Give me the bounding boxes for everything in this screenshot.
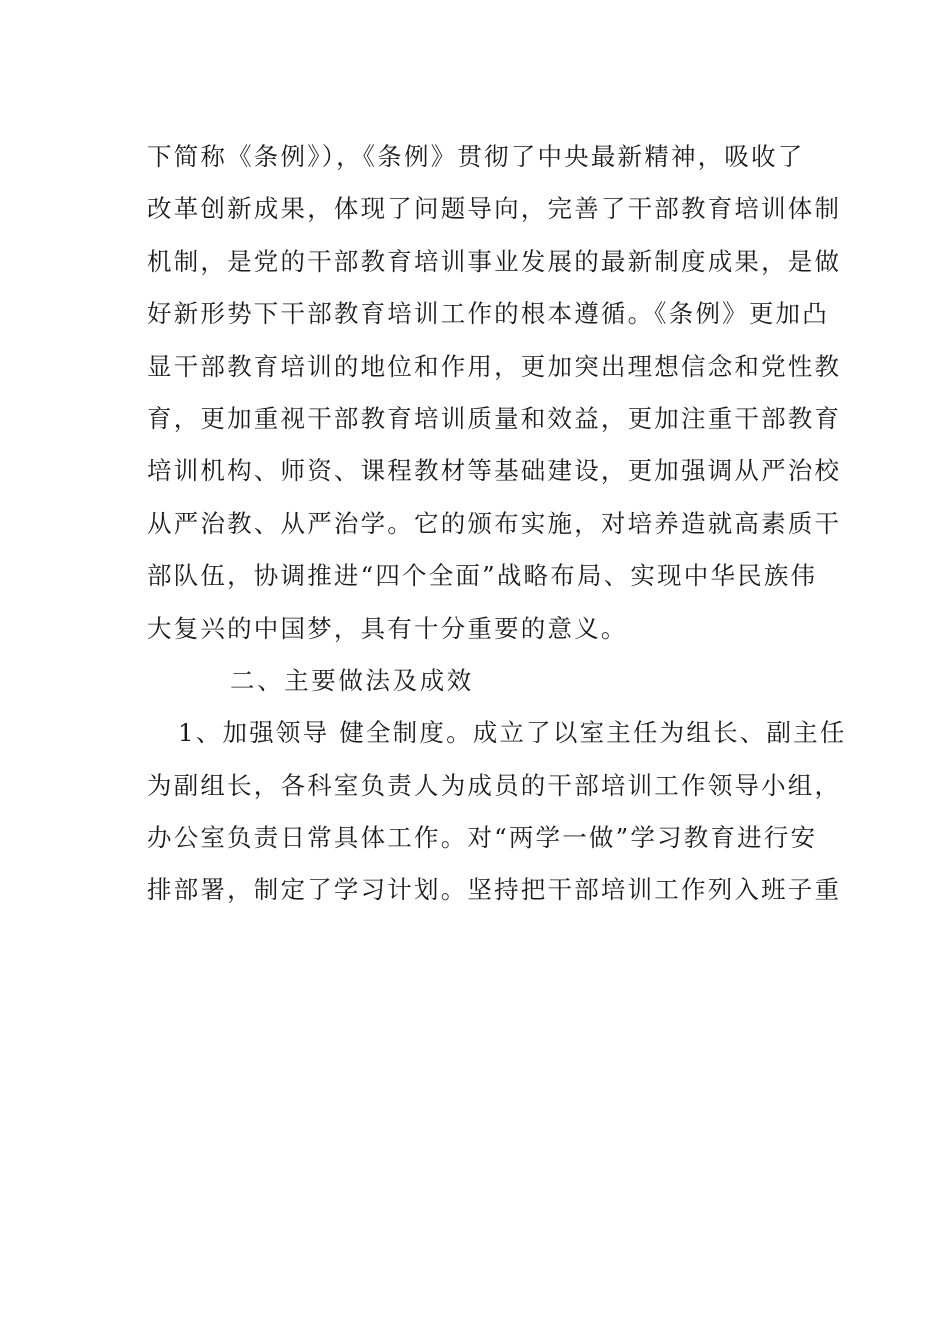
paragraph-line: 大复兴的中国梦，具有十分重要的意义。 <box>147 613 628 643</box>
paragraph-line: 显干部教育培训的地位和作用，更加突出理想信念和党性教 <box>147 351 842 381</box>
paragraph-line: 排部署，制定了学习计划。坚持把干部培训工作列入班子重 <box>147 875 842 905</box>
paragraph-line: 部队伍，协调推进“四个全面”战略布局、实现中华民族伟 <box>147 561 818 591</box>
paragraph-line: 改革创新成果，体现了问题导向，完善了干部教育培训体制 <box>147 194 842 224</box>
paragraph-line: 机制，是党的干部教育培训事业发展的最新制度成果，是做 <box>147 246 842 276</box>
paragraph-line: 从严治教、从严治学。它的颁布实施，对培养造就高素质干 <box>147 508 842 538</box>
body-text <box>147 131 847 917</box>
paragraph-line: 为副组长，各科室负责人为成员的干部培训工作领导小组， <box>147 770 842 800</box>
paragraph-line: 1、加强领导 健全制度。成立了以室主任为组长、副主任 <box>178 718 847 748</box>
paragraph-line: 下简称《条例》），《条例》贯彻了中央最新精神，吸收了 <box>147 142 805 171</box>
paragraph-line: 好新形势下干部教育培训工作的根本遵循。《条例》更加凸 <box>147 299 829 329</box>
paragraph-line: 育，更加重视干部教育培训质量和效益，更加注重干部教育 <box>147 403 842 433</box>
paragraph-line: 办公室负责日常具体工作。对“两学一做”学习教育进行安 <box>147 823 818 853</box>
paragraph-line: 培训机构、师资、课程教材等基础建设，更加强调从严治校 <box>147 456 842 486</box>
section-heading: 二、主要做法及成效 <box>230 665 474 695</box>
